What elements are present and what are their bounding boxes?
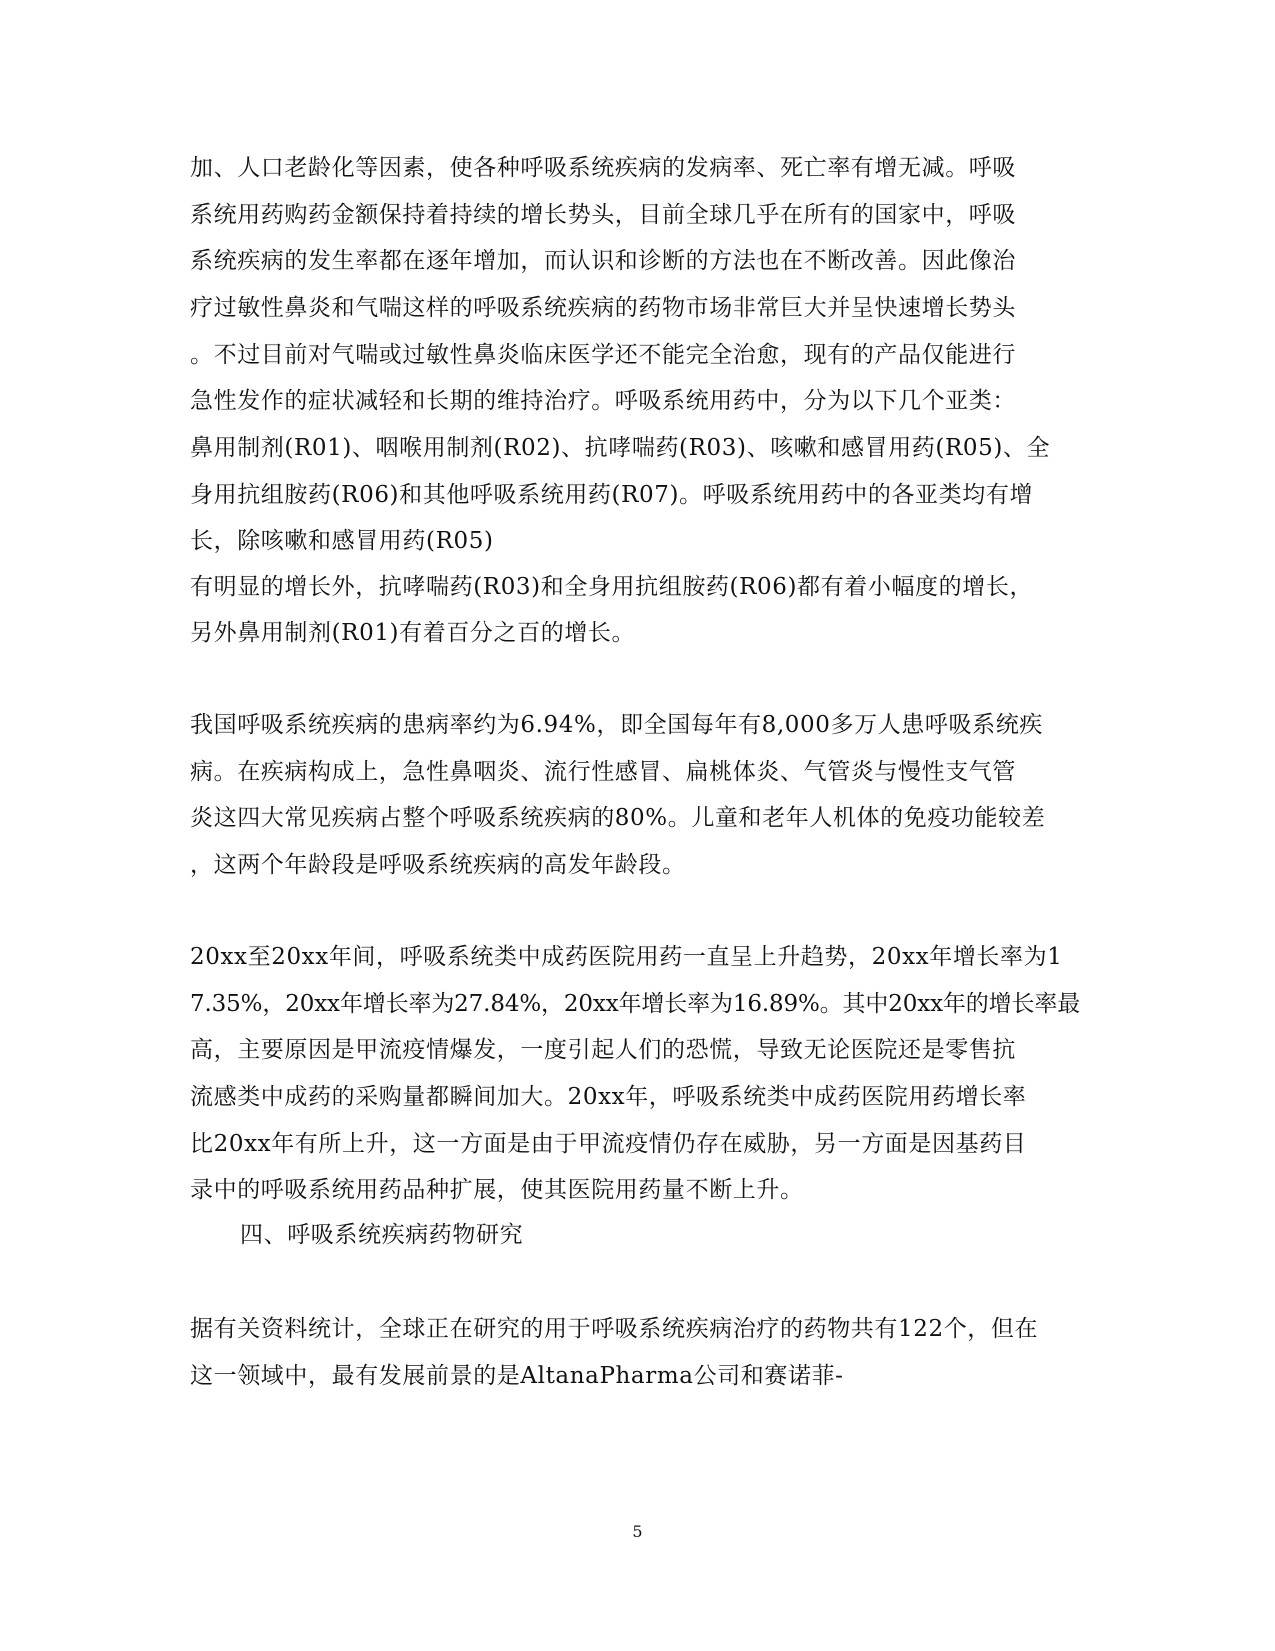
- paragraph-1-line: 疗过敏性鼻炎和气喘这样的呼吸系统疾病的药物市场非常巨大并呈快速增长势头: [190, 295, 1016, 321]
- paragraph-3-line: 20xx至20xx年间，呼吸系统类中成药医院用药一直呈上升趋势，20xx年增长率为1: [190, 944, 1063, 970]
- paragraph-1-line: 长，除咳嗽和感冒用药(R05): [190, 528, 494, 554]
- paragraph-1-line: 。不过目前对气喘或过敏性鼻炎临床医学还不能完全治愈，现有的产品仅能进行: [190, 342, 1016, 368]
- paragraph-4-line: 据有关资料统计，全球正在研究的用于呼吸系统疾病治疗的药物共有122个，但在: [190, 1316, 1039, 1342]
- paragraph-1-line: 系统疾病的发生率都在逐年增加，而认识和诊断的方法也在不断改善。因此像治: [190, 248, 1016, 274]
- paragraph-1-line: 加、人口老龄化等因素，使各种呼吸系统疾病的发病率、死亡率有增无减。呼吸: [190, 155, 1016, 181]
- paragraph-3-line: 流感类中成药的采购量都瞬间加大。20xx年，呼吸系统类中成药医院用药增长率: [190, 1084, 1027, 1110]
- paragraph-3-line: 高，主要原因是甲流疫情爆发，一度引起人们的恐慌，导致无论医院还是零售抗: [190, 1037, 1016, 1063]
- paragraph-1-line: 系统用药购药金额保持着持续的增长势头，目前全球几乎在所有的国家中，呼吸: [190, 202, 1016, 228]
- page-number: 5: [632, 1522, 643, 1541]
- paragraph-2-line: 病。在疾病构成上，急性鼻咽炎、流行性感冒、扁桃体炎、气管炎与慢性支气管: [190, 759, 1016, 785]
- paragraph-2-line: 炎这四大常见疾病占整个呼吸系统疾病的80%。儿童和老年人机体的免疫功能较差: [190, 805, 1046, 831]
- paragraph-1-line: 另外鼻用制剂(R01)有着百分之百的增长。: [190, 620, 636, 646]
- section-heading: 四、呼吸系统疾病药物研究: [240, 1222, 524, 1248]
- paragraph-3-line: 7.35%，20xx年增长率为27.84%，20xx年增长率为16.89%。其中20xx年的增长率最: [190, 991, 1081, 1017]
- paragraph-1-line: 身用抗组胺药(R06)和其他呼吸系统用药(R07)。呼吸系统用药中的各亚类均有增: [190, 482, 1034, 508]
- paragraph-1-line: 有明显的增长外，抗哮喘药(R03)和全身用抗组胺药(R06)都有着小幅度的增长，: [190, 574, 1034, 600]
- paragraph-1-line: 急性发作的症状减轻和长期的维持治疗。呼吸系统用药中，分为以下几个亚类：: [190, 388, 1016, 414]
- paragraph-3-line: 录中的呼吸系统用药品种扩展，使其医院用药量不断上升。: [190, 1177, 804, 1203]
- paragraph-3-line: 比20xx年有所上升，这一方面是由于甲流疫情仍存在威胁，另一方面是因基药目: [190, 1131, 1027, 1157]
- paragraph-1-line: 鼻用制剂(R01)、咽喉用制剂(R02)、抗哮喘药(R03)、咳嗽和感冒用药(R05)、全: [190, 435, 1051, 461]
- paragraph-4-line: 这一领域中，最有发展前景的是AltanaPharma公司和赛诺菲-: [190, 1363, 844, 1389]
- paragraph-2-line: 我国呼吸系统疾病的患病率约为6.94%，即全国每年有8,000多万人患呼吸系统疾: [190, 712, 1043, 738]
- paragraph-2-line: ，这两个年龄段是呼吸系统疾病的高发年龄段。: [190, 852, 686, 878]
